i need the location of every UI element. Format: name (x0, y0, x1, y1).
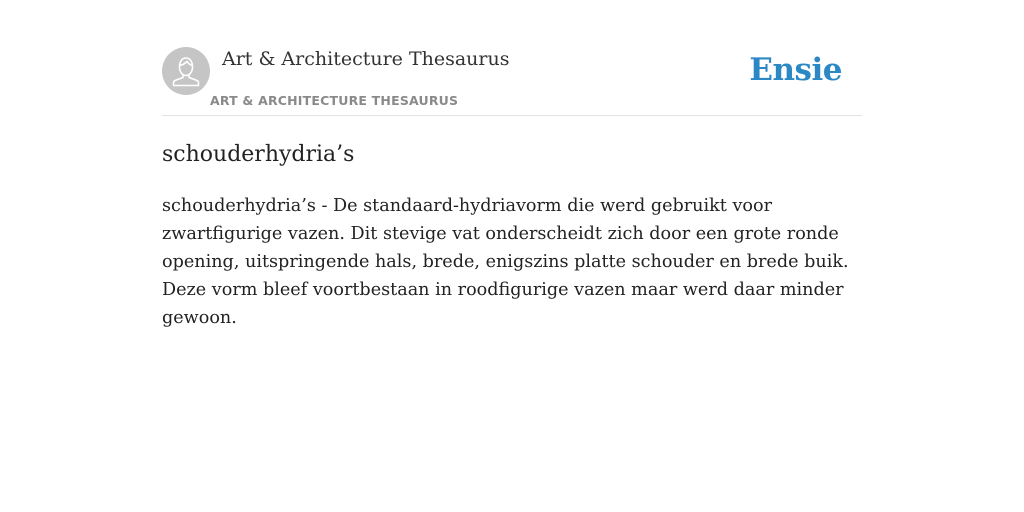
source-subtitle[interactable]: ART & ARCHITECTURE THESAURUS (210, 93, 459, 108)
entry-definition: schouderhydria’s - De standaard-hydriavorm die werd gebruikt voor zwartfigurige vazen. Dit stevige vat onderscheidt zich door een grote ronde opening, uitspringende hals, brede, enigszins platte schouder en brede buik. Deze vorm bleef voortbestaan in roodfigurige vazen maar werd daar minder gewoon. (162, 196, 849, 328)
user-silhouette-icon (162, 47, 210, 95)
source-avatar[interactable] (162, 47, 210, 95)
ensie-logo[interactable]: Ensie (749, 52, 842, 88)
source-header (162, 47, 862, 116)
entry-term: schouderhydria’s (162, 142, 355, 167)
source-title[interactable]: Art & Architecture Thesaurus (222, 48, 510, 70)
